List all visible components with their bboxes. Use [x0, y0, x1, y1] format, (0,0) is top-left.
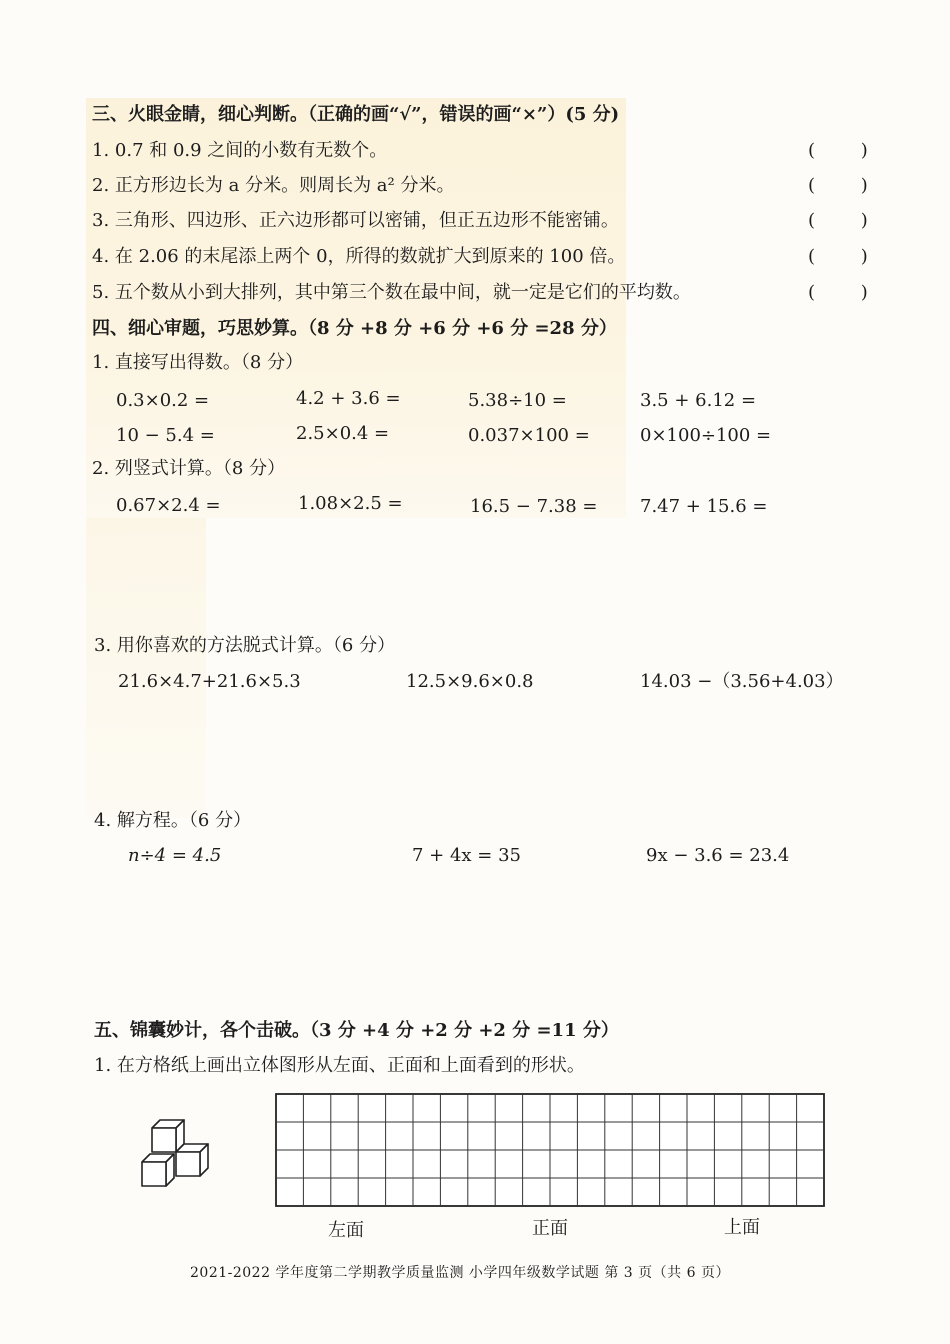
answer-paren-5[interactable]: ( ) [808, 282, 868, 303]
grid-paper[interactable] [274, 1092, 826, 1208]
judge-item-2: 2. 正方形边长为 a 分米。则周长为 a² 分米。 [92, 175, 455, 196]
q1-title: 1. 直接写出得数。（8 分） [92, 352, 304, 373]
answer-paren-4[interactable]: ( ) [808, 246, 868, 267]
vertical-calc-1: 0.67×2.4 = [116, 495, 221, 516]
stepwise-calc-1: 21.6×4.7+21.6×5.3 [118, 671, 301, 692]
s5-q1-title: 1. 在方格纸上画出立体图形从左面、正面和上面看到的形状。 [94, 1055, 585, 1076]
judge-item-3: 3. 三角形、四边形、正六边形都可以密铺，但正五边形不能密铺。 [92, 210, 619, 231]
answer-paren-1[interactable]: ( ) [808, 140, 868, 161]
label-top-view: 上面 [724, 1217, 760, 1238]
page-footer: 2021-2022 学年度第二学期教学质量监测 小学四年级数学试题 第 3 页（共 6 页） [190, 1265, 730, 1281]
calc-2-4: 0×100÷100 = [640, 425, 772, 446]
equation-2: 7 + 4x = 35 [412, 845, 522, 866]
q3-title: 3. 用你喜欢的方法脱式计算。（6 分） [94, 635, 396, 656]
cube-stack-figure [138, 1118, 214, 1192]
judge-item-1: 1. 0.7 和 0.9 之间的小数有无数个。 [92, 140, 388, 161]
vertical-calc-3: 16.5 − 7.38 = [470, 496, 598, 517]
judge-item-4: 4. 在 2.06 的末尾添上两个 0，所得的数就扩大到原来的 100 倍。 [92, 246, 626, 267]
calc-1-1: 0.3×0.2 = [116, 390, 210, 411]
judge-item-5: 5. 五个数从小到大排列，其中第三个数在最中间，就一定是它们的平均数。 [92, 282, 691, 303]
equation-3: 9x − 3.6 = 23.4 [646, 845, 790, 866]
section3-title: 三、火眼金睛，细心判断。（正确的画“√”，错误的画“×”）(5 分) [92, 104, 620, 125]
calc-2-3: 0.037×100 = [468, 425, 590, 446]
q2-title: 2. 列竖式计算。（8 分） [92, 458, 286, 479]
calc-2-1: 10 − 5.4 = [116, 425, 215, 446]
answer-paren-2[interactable]: ( ) [808, 175, 868, 196]
calc-1-2: 4.2 + 3.6 = [296, 388, 401, 409]
paper-tint-lower [86, 518, 206, 818]
q4-title: 4. 解方程。（6 分） [94, 810, 252, 831]
answer-paren-3[interactable]: ( ) [808, 210, 868, 231]
label-front-view: 正面 [532, 1218, 568, 1239]
vertical-calc-4: 7.47 + 15.6 = [640, 496, 768, 517]
stepwise-calc-2: 12.5×9.6×0.8 [406, 671, 534, 692]
section5-title: 五、锦囊妙计，各个击破。（3 分 +4 分 +2 分 +2 分 =11 分） [94, 1020, 619, 1041]
equation-1: n÷4 = 4.5 [128, 845, 222, 866]
vertical-calc-2: 1.08×2.5 = [298, 493, 403, 514]
calc-2-2: 2.5×0.4 = [296, 423, 390, 444]
calc-1-3: 5.38÷10 = [468, 390, 567, 411]
label-left-view: 左面 [328, 1220, 364, 1241]
section4-title: 四、细心审题，巧思妙算。（8 分 +8 分 +6 分 +6 分 =28 分） [92, 318, 617, 339]
calc-1-4: 3.5 + 6.12 = [640, 390, 757, 411]
stepwise-calc-3: 14.03 −（3.56+4.03） [640, 671, 844, 692]
